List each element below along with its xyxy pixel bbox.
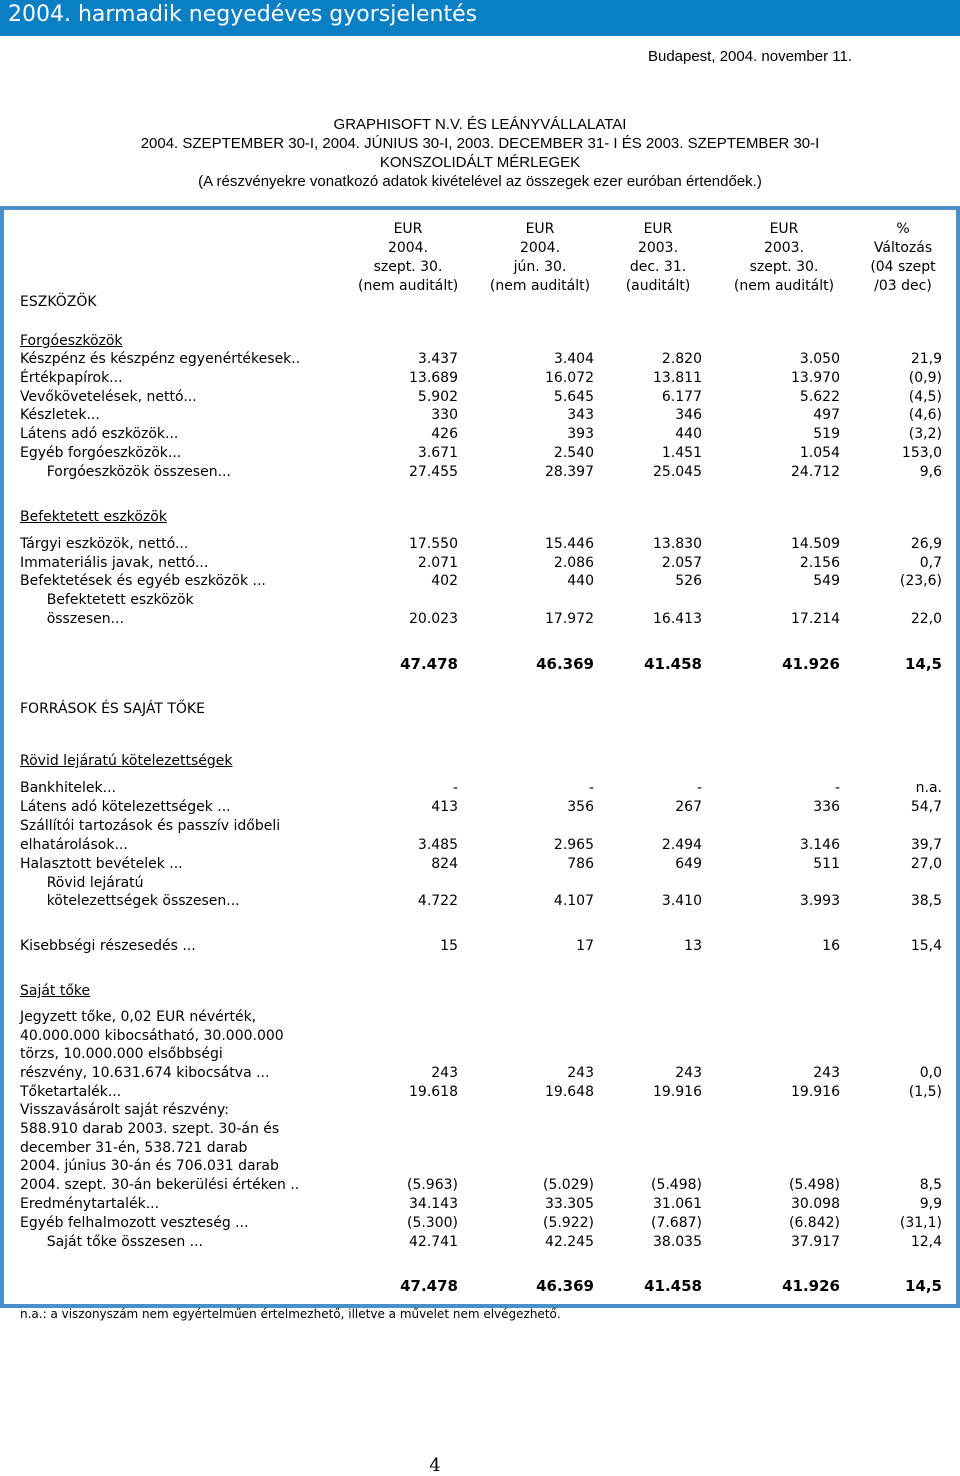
row-value: 47.478 [400,1277,458,1295]
row-value: 5.645 [553,389,594,405]
row-value: 41.926 [782,1277,840,1295]
row-label: Saját tőke összesen ... [20,1234,203,1250]
row-value: (0,9) [908,370,942,386]
row-value: 346 [675,407,702,423]
row-value: (6.842) [788,1215,840,1231]
row-label: kötelezettségek összesen... [20,893,240,909]
row-value: 24.712 [791,464,840,480]
row-value: 2.494 [661,837,702,853]
company-name: GRAPHISOFT N.V. ÉS LEÁNYVÁLLALATAI [333,116,627,133]
row-value: 39,7 [910,837,942,853]
row-value: 46.369 [536,655,594,673]
row-value: (5.963) [406,1177,458,1193]
row-value: 28.397 [545,464,594,480]
column-header-2004-jun: EUR 2004. jún. 30. (nem auditált) [489,221,591,294]
table-row [20,982,950,1001]
row-value: 4.107 [553,893,594,909]
row-label: Tárgyi eszközök, nettó... [20,536,189,552]
row-label: Egyéb felhalmozott veszteség ... [20,1215,249,1231]
table-row [20,463,950,482]
row-label: Egyéb forgóeszközök... [20,445,182,461]
table-row [20,779,950,798]
table-row [20,1101,950,1120]
row-label: Befektetett eszközök [20,509,167,525]
row-value: 3.404 [553,351,594,367]
row-label: részvény, 10.631.674 kibocsátva ... [20,1065,270,1081]
row-value: 14,5 [904,655,942,673]
row-value: 13.811 [653,370,702,386]
table-row [20,535,950,554]
row-value: 2.156 [799,555,840,571]
row-label: Készletek... [20,407,100,423]
row-value: n.a. [915,780,942,796]
table-row [20,1277,950,1296]
row-value: (4,6) [908,407,942,423]
table-row [20,937,950,956]
row-value: 17 [576,938,594,954]
row-label: Látens adó kötelezettségek ... [20,799,231,815]
row-value: 243 [813,1065,840,1081]
table-row [20,700,950,719]
row-value: 42.741 [409,1234,458,1250]
row-value: (1,5) [908,1084,942,1100]
row-value: 243 [567,1065,594,1081]
row-value: 16 [822,938,840,954]
table-row [20,1083,950,1102]
row-label: Vevőkövetelések, nettó... [20,389,197,405]
row-label: törzs, 10.000.000 elsőbbségi [20,1046,223,1062]
table-row [20,1233,950,1252]
row-label: Befektetett eszközök [20,592,194,608]
row-label: Forgóeszközök összesen... [20,464,231,480]
row-value: 19.618 [409,1084,458,1100]
report-date: Budapest, 2004. november 11. [647,48,852,65]
row-value: 243 [675,1065,702,1081]
table-row [20,508,950,527]
footnote: n.a.: a viszonyszám nem egyértelműen értelmezhető, illetve a művelet nem elvégezhető. [20,1307,561,1321]
table-row [20,369,950,388]
statement-note: (A részvényekre vonatkozó adatok kivételével az összegek ezer euróban értendőek.) [198,173,762,190]
row-label: Visszavásárolt saját részvény: [20,1102,229,1118]
row-value: 519 [813,426,840,442]
row-value: 2.965 [553,837,594,853]
row-value: 6.177 [661,389,702,405]
row-label: Szállítói tartozások és passzív időbeli [20,818,281,834]
row-value: 54,7 [910,799,942,815]
table-row [20,572,950,591]
row-label: Értékpapírok... [20,370,123,386]
row-value: 12,4 [910,1234,942,1250]
row-value: 402 [431,573,458,589]
row-value: 824 [431,856,458,872]
table-row [20,1214,950,1233]
row-value: 16.413 [653,611,702,627]
row-value: 42.245 [545,1234,594,1250]
table-row [20,1139,950,1158]
row-value: 549 [813,573,840,589]
row-value: (5.300) [406,1215,458,1231]
row-value: (3,2) [908,426,942,442]
row-value: (5.498) [788,1177,840,1193]
row-value: 20.023 [409,611,458,627]
row-value: 19.916 [791,1084,840,1100]
row-value: 16.072 [545,370,594,386]
row-value: 17.550 [409,536,458,552]
row-value: 511 [813,856,840,872]
row-value: 37.917 [791,1234,840,1250]
table-row [20,855,950,874]
row-label: Rövid lejáratú [20,875,144,891]
table-row [20,1027,950,1046]
row-value: 13.689 [409,370,458,386]
row-value: 786 [567,856,594,872]
row-value: (5.922) [542,1215,594,1231]
row-value: (5.498) [650,1177,702,1193]
row-value: 526 [675,573,702,589]
row-value: (7.687) [650,1215,702,1231]
row-value: 15,4 [910,938,942,954]
row-label: Bankhitelek... [20,780,116,796]
row-value: 2.540 [553,445,594,461]
row-label: Rövid lejáratú kötelezettségek [20,753,233,769]
row-label: Immateriális javak, nettó... [20,555,209,571]
table-row [20,1008,950,1027]
row-value: 46.369 [536,1277,594,1295]
column-header-2003-dec: EUR 2003. dec. 31. (auditált) [625,221,691,294]
row-value: 17.214 [791,611,840,627]
row-value: 19.648 [545,1084,594,1100]
row-value: (31,1) [899,1215,942,1231]
row-value: 14,5 [904,1277,942,1295]
row-value: 5.622 [799,389,840,405]
row-label: Készpénz és készpénz egyenértékesek.. [20,351,301,367]
row-value: 30.098 [791,1196,840,1212]
row-value: (5.029) [542,1177,594,1193]
table-row [20,554,950,573]
table-row [20,350,950,369]
row-value: 440 [675,426,702,442]
row-value: 1.054 [799,445,840,461]
row-value: 393 [567,426,594,442]
assets-heading: ESZKÖZÖK [20,294,97,310]
row-label: december 31-én, 538.721 darab [20,1140,248,1156]
row-label: Halasztott bevételek ... [20,856,183,872]
row-value: 41.458 [644,655,702,673]
row-label: 2004. szept. 30-án bekerülési értéken .. [20,1177,300,1193]
row-value: 14.509 [791,536,840,552]
row-value: 4.722 [417,893,458,909]
row-label: összesen... [20,611,124,627]
row-value: - [588,780,594,796]
statement-dates: 2004. SZEPTEMBER 30-I, 2004. JÚNIUS 30-I, 2003. DECEMBER 31- I ÉS 2003. SZEPTEMBER 30-I [140,135,820,152]
table-row [20,836,950,855]
row-value: 330 [431,407,458,423]
row-label: Befektetések és egyéb eszközök ... [20,573,266,589]
row-value: - [696,780,702,796]
row-value: 3.437 [417,351,458,367]
row-value: 5.902 [417,389,458,405]
table-row [20,798,950,817]
row-value: 13.970 [791,370,840,386]
table-row [20,655,950,674]
row-label: FORRÁSOK ÉS SAJÁT TŐKE [20,701,205,717]
table-row [20,332,950,351]
row-value: 9,9 [919,1196,942,1212]
row-value: 343 [567,407,594,423]
table-row [20,1120,950,1139]
row-value: 27.455 [409,464,458,480]
row-value: 34.143 [409,1196,458,1212]
table-row [20,892,950,911]
table-row [20,752,950,771]
table-row [20,610,950,629]
row-value: 26,9 [910,536,942,552]
row-value: (4,5) [908,389,942,405]
row-value: 9,6 [919,464,942,480]
row-value: 38,5 [910,893,942,909]
column-header-2003-sep: EUR 2003. szept. 30. (nem auditált) [733,221,835,294]
row-value: 17.972 [545,611,594,627]
row-value: 0,0 [919,1065,942,1081]
table-row [20,591,950,610]
table-row [20,874,950,893]
row-value: 19.916 [653,1084,702,1100]
row-value: - [452,780,458,796]
row-label: 40.000.000 kibocsátható, 30.000.000 [20,1028,284,1044]
row-value: 336 [813,799,840,815]
row-value: 38.035 [653,1234,702,1250]
table-row [20,388,950,407]
row-value: 243 [431,1065,458,1081]
row-value: 27,0 [910,856,942,872]
row-value: 3.485 [417,837,458,853]
row-value: 497 [813,407,840,423]
row-value: 356 [567,799,594,815]
table-row [20,1195,950,1214]
table-row [20,1157,950,1176]
statement-title: KONSZOLIDÁLT MÉRLEGEK [379,154,581,171]
table-row [20,817,950,836]
row-value: 47.478 [400,655,458,673]
row-value: 15 [440,938,458,954]
row-value: 3.993 [799,893,840,909]
row-label: 588.910 darab 2003. szept. 30-án és [20,1121,280,1137]
row-label: elhatárolások... [20,837,128,853]
row-value: 22,0 [910,611,942,627]
row-value: 13 [684,938,702,954]
row-value: 15.446 [545,536,594,552]
row-value: 1.451 [661,445,702,461]
row-value: 3.146 [799,837,840,853]
row-value: 426 [431,426,458,442]
row-value: 33.305 [545,1196,594,1212]
row-value: 649 [675,856,702,872]
column-header-change: % Változás (04 szept /03 dec) [870,221,936,294]
table-row [20,406,950,425]
row-value: 2.057 [661,555,702,571]
document-title: 2004. harmadik negyedéves gyorsjelentés [0,0,960,36]
row-label: Jegyzett tőke, 0,02 EUR névérték, [20,1009,257,1025]
table-row [20,444,950,463]
table-row [20,425,950,444]
row-value: 0,7 [919,555,942,571]
row-value: 13.830 [653,536,702,552]
row-value: 41.926 [782,655,840,673]
row-label: 2004. június 30-án és 706.031 darab [20,1158,279,1174]
page-number: 4 [429,1455,441,1476]
row-value: 153,0 [901,445,942,461]
column-header-2004-sep: EUR 2004. szept. 30. (nem auditált) [358,221,459,294]
row-label: Tőketartalék... [20,1084,122,1100]
row-value: 2.071 [417,555,458,571]
row-value: 31.061 [653,1196,702,1212]
table-row [20,1045,950,1064]
row-value: 413 [431,799,458,815]
table-row [20,1176,950,1195]
row-value: (23,6) [899,573,942,589]
table-row [20,1064,950,1083]
row-value: 3.050 [799,351,840,367]
row-value: 2.820 [661,351,702,367]
row-value: 21,9 [910,351,942,367]
row-value: - [834,780,840,796]
row-value: 3.671 [417,445,458,461]
row-value: 267 [675,799,702,815]
row-value: 440 [567,573,594,589]
row-label: Forgóeszközök [20,333,123,349]
row-label: Saját tőke [20,983,91,999]
row-value: 2.086 [553,555,594,571]
row-value: 3.410 [661,893,702,909]
row-value: 41.458 [644,1277,702,1295]
row-value: 25.045 [653,464,702,480]
row-label: Eredménytartalék... [20,1196,160,1212]
row-label: Kisebbségi részesedés ... [20,938,196,954]
row-value: 8,5 [919,1177,942,1193]
row-label: Látens adó eszközök... [20,426,179,442]
